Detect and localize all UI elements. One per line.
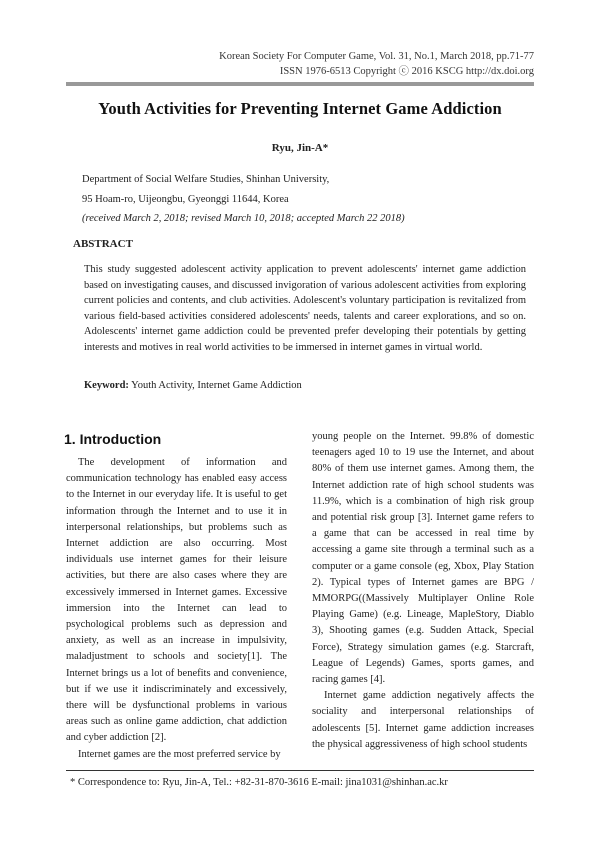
affiliation-address: 95 Hoam-ro, Uijeongbu, Gyeonggi 11644, Korea	[82, 193, 289, 205]
paragraph: Internet games are the most preferred service by	[78, 748, 281, 760]
text-column-right	[312, 429, 534, 753]
paper-title: Youth Activities for Preventing Internet Game Addiction	[98, 99, 502, 118]
keyword-text: Youth Activity, Internet Game Addiction	[131, 380, 302, 391]
paragraph: young people on the Internet. 99.8% of domestic teenagers aged 10 to 19 use the Internet, and about 80% of them use internet games. Among them, the Internet addiction rate of high school students was 11.9%, which is a combination of high risk group and potential risk group [3]. Internet game refers to a game that can be accessed in real time by accessing a game site through a terminal such as a computer or a game console (eg, Xbox, Play Station 2). Typical types of Internet games are BPG / MMORPG((Massively Multiplayer Online Role Playing Game) (e.g. Lineage, MapleStory, Diablo 3), Shooting games (e.g. Sudden Attack, Special Force), Strategy simulation games (e.g. Starcraft, League of Legends) Games, sports games, and racing games [4].	[312, 431, 534, 686]
text-column-left	[66, 455, 287, 763]
keywords-line	[84, 380, 302, 391]
abstract-body: This study suggested adolescent activity application to prevent adolescents' internet game addiction based on investigating causes, and discussed invigoration of various adolescent activities from exploring current policies and contents, and club activities. Adolescent's voluntary participation is revitalized from various field-based activities considered adolescents' needs, talents and career explorations, and so on. Adolescents' internet game addiction could be prevented prefer developing their potentials by getting interests and motives in real world activities to be immersed in internet games in virtual world.	[84, 264, 526, 353]
journal-citation: Korean Society For Computer Game, Vol. 31, No.1, March 2018, pp.71-77	[219, 51, 534, 62]
header-rule	[66, 82, 534, 86]
paragraph: The development of information and communication technology has enabled easy access to the Internet in our everyday life. It is useful to get information through the Internet and to use it in interpersonal relationships, but problems such as Internet addiction are also occurring. Most individuals use internet games for their leisure activities, but there are also cases where they are excessively immersed in Internet games. Excessive immersion into the Internet can lead to psychological problems such as depression and anxiety, as well as an increase in impulsivity, maladjustment to schools and society[1]. The Internet brings us a lot of benefits and convenience, but if we use it indiscriminately and excessively, there will be dysfunctional problems in various areas such as online game addiction, chat addiction and cyber addiction [2].	[66, 457, 287, 744]
received-dates: (received March 2, 2018; revised March 10, 2018; accepted March 22 2018)	[82, 213, 405, 224]
author-name: Ryu, Jin-A*	[271, 142, 329, 154]
paragraph: Internet game addiction negatively affects the sociality and interpersonal relationships of adolescents [5]. Internet game addiction increases the physical aggressiveness of high school students	[312, 690, 534, 750]
affiliation-block	[82, 170, 405, 229]
section-heading-introduction: 1. Introduction	[64, 431, 162, 447]
running-header	[219, 49, 534, 79]
footnote-rule	[66, 770, 534, 771]
issn-copyright: ISSN 1976-6513 Copyright ⓒ 2016 KSCG http://dx.doi.org	[279, 66, 534, 77]
keyword-label: Keyword:	[84, 380, 129, 391]
abstract-heading: ABSTRACT	[73, 238, 133, 250]
affiliation-department: Department of Social Welfare Studies, Shinhan University,	[82, 174, 330, 185]
correspondence-footnote: * Correspondence to: Ryu, Jin-A, Tel.: +82-31-870-3616 E-mail: jina1031@shinhan.ac.kr	[70, 777, 448, 788]
